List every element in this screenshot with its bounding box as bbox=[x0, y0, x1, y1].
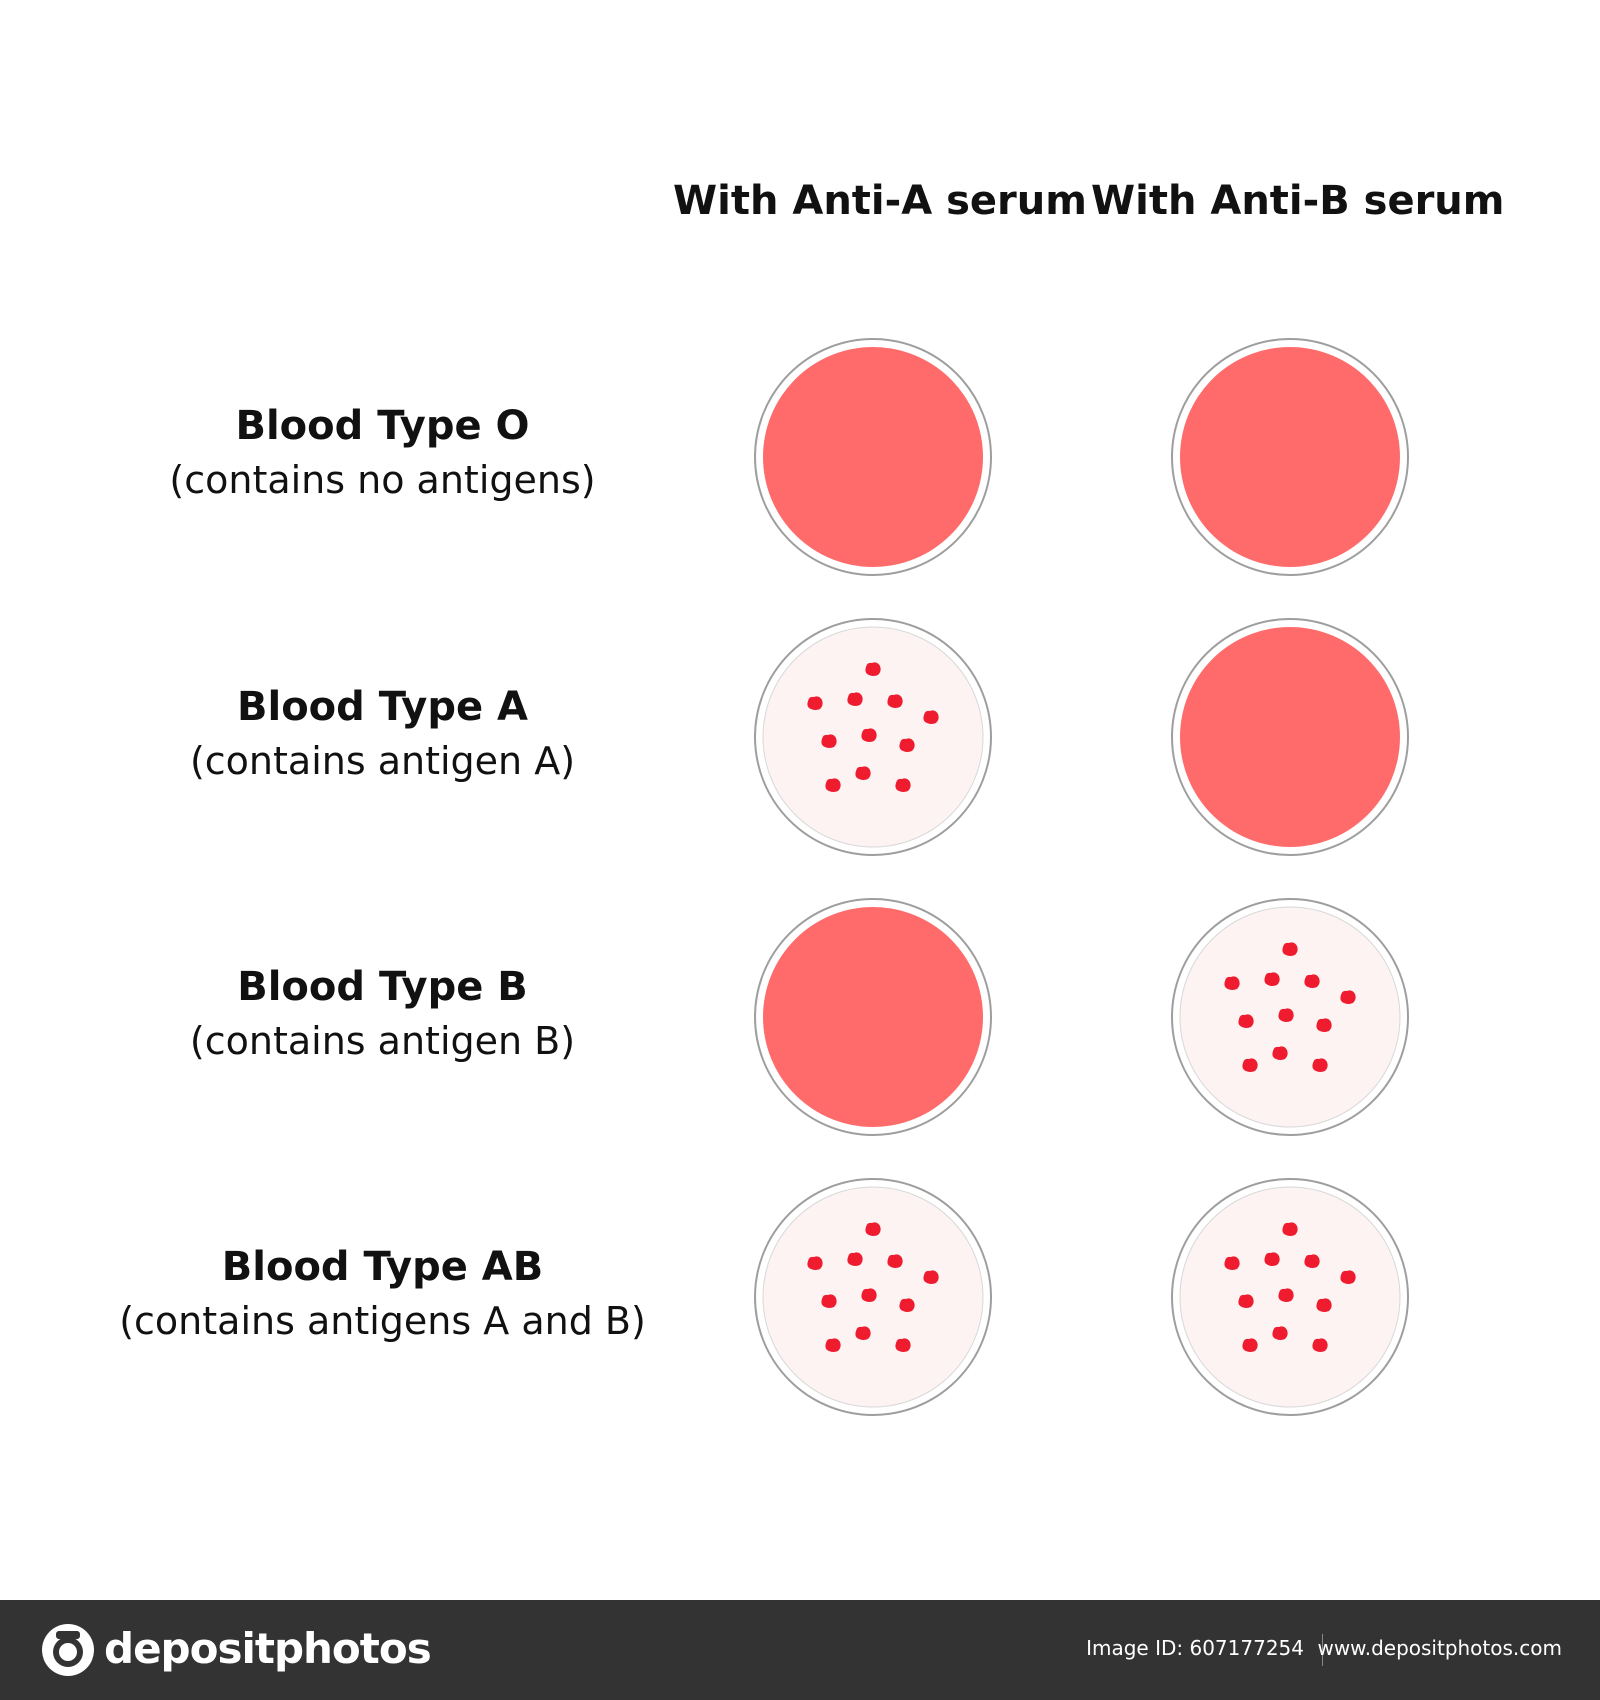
row-subtitle: (contains antigen B) bbox=[189, 1019, 576, 1063]
agglutination-clump bbox=[1238, 1294, 1253, 1308]
agglutination-clump bbox=[1278, 1008, 1293, 1022]
agglutination-clump bbox=[899, 738, 914, 752]
agglutination-clump bbox=[1340, 990, 1355, 1004]
brand-name: depositphotos bbox=[104, 1624, 431, 1673]
agglutination-clump bbox=[807, 1256, 822, 1270]
image-id: Image ID: 607177254 bbox=[1086, 1636, 1304, 1660]
row-label-type-o bbox=[60, 398, 705, 506]
agglutination-clump bbox=[865, 662, 880, 676]
row-subtitle: (contains antigen A) bbox=[189, 739, 576, 783]
row-subtitle: (contains antigens A and B) bbox=[119, 1299, 646, 1343]
smooth-blood-fill bbox=[1180, 627, 1400, 847]
agglutination-clump bbox=[1316, 1298, 1331, 1312]
dish-type-a-anti-b bbox=[1170, 617, 1410, 857]
agglutination-clump bbox=[895, 1338, 910, 1352]
dish-type-a-anti-a bbox=[753, 617, 993, 857]
agglutination-clump bbox=[895, 778, 910, 792]
agglutination-clump bbox=[1304, 974, 1319, 988]
agglutination-clump bbox=[1312, 1058, 1327, 1072]
agglutination-clump bbox=[1316, 1018, 1331, 1032]
agglutination-clump bbox=[855, 1326, 870, 1340]
agglutination-clump bbox=[1238, 1014, 1253, 1028]
agglutination-clump bbox=[887, 1254, 902, 1268]
row-label-type-b bbox=[60, 959, 705, 1067]
dish-type-o-anti-b bbox=[1170, 337, 1410, 577]
agglutination-clump bbox=[899, 1298, 914, 1312]
agglutination-clump bbox=[861, 1288, 876, 1302]
agglutination-clump bbox=[1242, 1338, 1257, 1352]
agglutination-clump bbox=[821, 734, 836, 748]
agglutination-clump bbox=[1278, 1288, 1293, 1302]
agglutination-clump bbox=[1272, 1326, 1287, 1340]
agglutination-clump bbox=[847, 1252, 862, 1266]
agglutination-clump bbox=[1304, 1254, 1319, 1268]
agglutination-clump bbox=[847, 692, 862, 706]
row-title: Blood Type AB bbox=[221, 1244, 544, 1290]
camera-logo-icon bbox=[40, 1622, 96, 1678]
agglutination-clump bbox=[855, 766, 870, 780]
dish-type-b-anti-b bbox=[1170, 897, 1410, 1137]
agglutination-clump bbox=[1340, 1270, 1355, 1284]
agglutination-clump bbox=[1264, 1252, 1279, 1266]
row-subtitle: (contains no antigens) bbox=[169, 458, 596, 502]
agglutination-clump bbox=[1224, 1256, 1239, 1270]
agglutination-clump bbox=[865, 1222, 880, 1236]
footer-bar bbox=[0, 1600, 1600, 1700]
smooth-blood-fill bbox=[763, 347, 983, 567]
row-label-type-a bbox=[60, 679, 705, 787]
agglutination-clump bbox=[1312, 1338, 1327, 1352]
smooth-blood-fill bbox=[763, 907, 983, 1127]
agglutination-clump bbox=[861, 728, 876, 742]
row-title: Blood Type B bbox=[237, 964, 528, 1010]
footer-url[interactable]: www.depositphotos.com bbox=[1317, 1636, 1562, 1660]
row-title: Blood Type O bbox=[235, 403, 530, 449]
dish-type-ab-anti-b bbox=[1170, 1177, 1410, 1417]
agglutination-clump bbox=[807, 696, 822, 710]
row-label-type-ab bbox=[60, 1239, 705, 1347]
agglutination-clump bbox=[825, 1338, 840, 1352]
dish-type-b-anti-a bbox=[753, 897, 993, 1137]
agglutination-clump bbox=[1282, 1222, 1297, 1236]
column-header-anti-a: With Anti-A serum bbox=[673, 178, 1087, 224]
column-header-anti-b: With Anti-B serum bbox=[1091, 178, 1505, 224]
agglutination-clump bbox=[923, 710, 938, 724]
agglutination-clump bbox=[825, 778, 840, 792]
agglutination-clump bbox=[1272, 1046, 1287, 1060]
agglutination-clump bbox=[821, 1294, 836, 1308]
agglutination-clump bbox=[1282, 942, 1297, 956]
row-title: Blood Type A bbox=[237, 684, 528, 730]
dish-type-ab-anti-a bbox=[753, 1177, 993, 1417]
agglutination-clump bbox=[1242, 1058, 1257, 1072]
agglutination-clump bbox=[923, 1270, 938, 1284]
agglutination-clump bbox=[887, 694, 902, 708]
smooth-blood-fill bbox=[1180, 347, 1400, 567]
agglutination-clump bbox=[1264, 972, 1279, 986]
agglutination-clump bbox=[1224, 976, 1239, 990]
dish-type-o-anti-a bbox=[753, 337, 993, 577]
